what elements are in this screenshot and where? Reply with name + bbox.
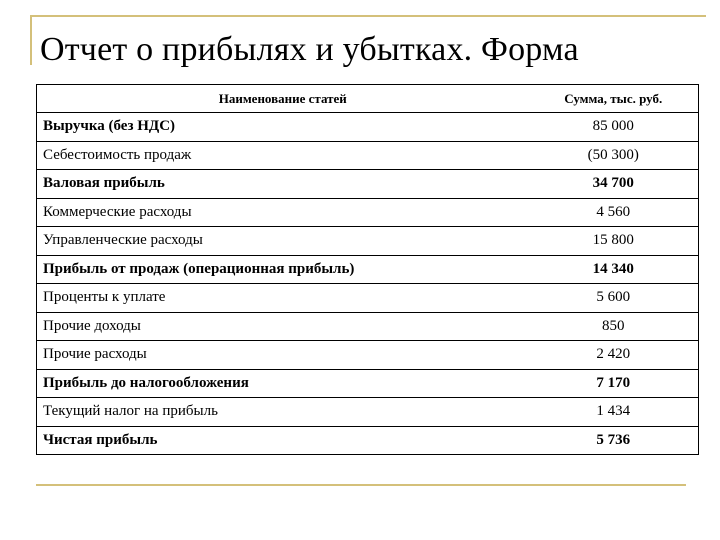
row-value: 850 [529,312,699,341]
title-frame-top-line [30,15,706,17]
row-label: Прибыль до налогообложения [37,369,529,398]
row-value: 85 000 [529,113,699,142]
row-label: Прочие доходы [37,312,529,341]
header-item-name: Наименование статей [37,85,529,113]
row-label: Чистая прибыль [43,431,158,448]
row-value: 5 600 [529,284,699,313]
row-label: Проценты к уплате [37,284,529,313]
page-title: Отчет о прибылях и убытках. Форма [40,31,579,68]
row-label: Валовая прибыль [37,170,529,199]
bottom-rule [36,484,686,486]
row-value: 2 420 [529,341,699,370]
table-row [37,284,699,313]
row-value: (50 300) [529,141,699,170]
row-value: 1 434 [529,398,699,427]
row-label: Коммерческие расходы [37,198,529,227]
table-row [37,198,699,227]
row-value: 4 560 [529,198,699,227]
table-row [37,426,699,455]
table-row [37,398,699,427]
row-label: Прочие расходы [37,341,529,370]
row-value: 5 736 [596,431,631,448]
table-row [37,227,699,256]
row-value: 14 340 [529,255,699,284]
table-header-row [37,85,699,113]
table-row [37,255,699,284]
row-value: 7 170 [529,369,699,398]
table-row [37,341,699,370]
row-value: 34 700 [529,170,699,199]
header-amount: Сумма, тыс. руб. [529,85,699,113]
row-label: Себестоимость продаж [37,141,529,170]
table-row [37,170,699,199]
table-row [37,113,699,142]
row-label: Выручка (без НДС) [37,113,529,142]
row-value: 15 800 [529,227,699,256]
row-label: Прибыль от продаж (операционная прибыль) [37,255,529,284]
title-frame-left-line [30,15,32,65]
table-row [37,369,699,398]
row-label: Текущий налог на прибыль [37,398,529,427]
table-row [37,141,699,170]
income-statement-table [36,84,699,455]
table-row [37,312,699,341]
row-label: Управленческие расходы [37,227,529,256]
